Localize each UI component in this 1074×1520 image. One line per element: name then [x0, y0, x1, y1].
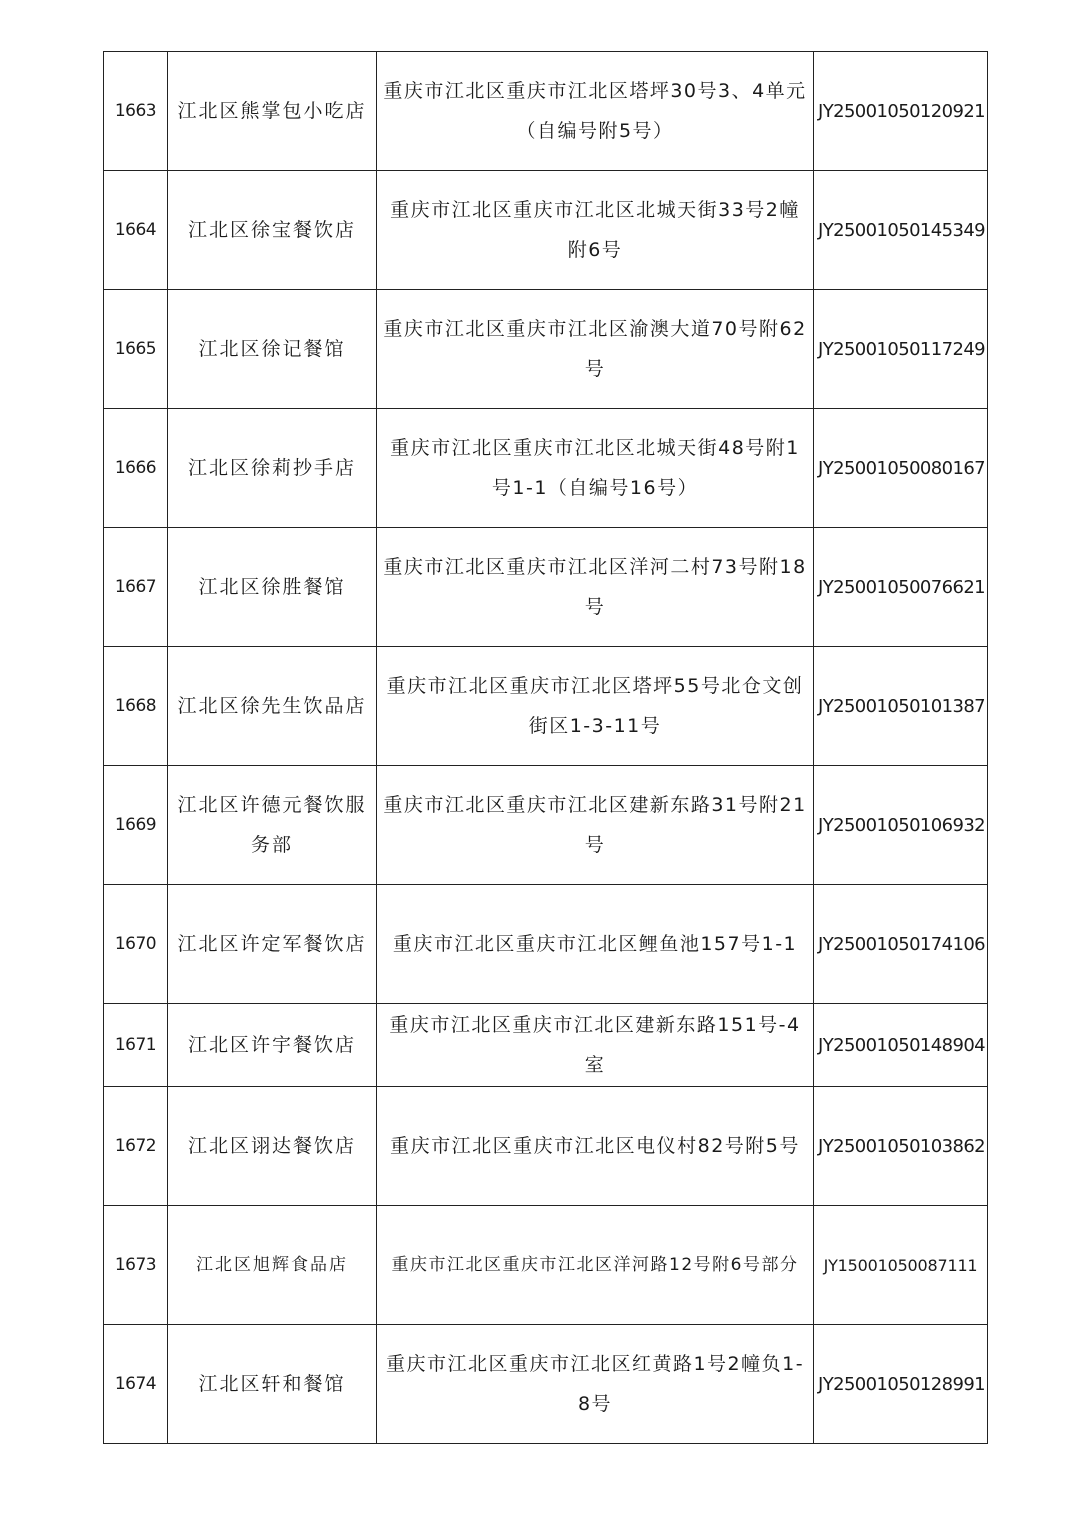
business-address: 重庆市江北区重庆市江北区电仪村82号附5号 [377, 1087, 814, 1206]
business-address: 重庆市江北区重庆市江北区塔坪30号3、4单元（自编号附5号） [377, 52, 814, 171]
row-number: 1669 [104, 766, 168, 885]
license-number: JY15001050087111 [814, 1206, 988, 1325]
business-name: 江北区徐宝餐饮店 [168, 171, 377, 290]
business-address: 重庆市江北区重庆市江北区北城天街48号附1号1-1（自编号16号） [377, 409, 814, 528]
license-number: JY25001050120921 [814, 52, 988, 171]
table-row [104, 1004, 988, 1087]
business-license-table [103, 51, 988, 1444]
row-number: 1666 [104, 409, 168, 528]
license-number: JY25001050128991 [814, 1325, 988, 1444]
license-number: JY25001050174106 [814, 885, 988, 1004]
business-address: 重庆市江北区重庆市江北区渝澳大道70号附62号 [377, 290, 814, 409]
license-number: JY25001050076621 [814, 528, 988, 647]
row-number: 1665 [104, 290, 168, 409]
table-row [104, 1087, 988, 1206]
business-name: 江北区许定军餐饮店 [168, 885, 377, 1004]
license-number: JY25001050148904 [814, 1004, 988, 1087]
table-row [104, 171, 988, 290]
business-address: 重庆市江北区重庆市江北区建新东路31号附21号 [377, 766, 814, 885]
business-name: 江北区徐先生饮品店 [168, 647, 377, 766]
business-address: 重庆市江北区重庆市江北区建新东路151号-4室 [377, 1004, 814, 1087]
row-number: 1674 [104, 1325, 168, 1444]
row-number: 1673 [104, 1206, 168, 1325]
table-row [104, 766, 988, 885]
license-number: JY25001050117249 [814, 290, 988, 409]
business-name: 江北区诩达餐饮店 [168, 1087, 377, 1206]
business-name: 江北区徐莉抄手店 [168, 409, 377, 528]
table-row [104, 1325, 988, 1444]
license-number: JY25001050145349 [814, 171, 988, 290]
table-row [104, 52, 988, 171]
business-name: 江北区旭辉食品店 [168, 1206, 377, 1325]
business-address: 重庆市江北区重庆市江北区塔坪55号北仓文创街区1-3-11号 [377, 647, 814, 766]
business-address: 重庆市江北区重庆市江北区洋河路12号附6号部分 [377, 1206, 814, 1325]
table-row [104, 647, 988, 766]
business-address: 重庆市江北区重庆市江北区红黄路1号2幢负1-8号 [377, 1325, 814, 1444]
table-row [104, 1206, 988, 1325]
table-row [104, 528, 988, 647]
table-row [104, 409, 988, 528]
license-number: JY25001050103862 [814, 1087, 988, 1206]
table-row [104, 885, 988, 1004]
license-number: JY25001050106932 [814, 766, 988, 885]
row-number: 1668 [104, 647, 168, 766]
business-name: 江北区许德元餐饮服务部 [168, 766, 377, 885]
business-address: 重庆市江北区重庆市江北区洋河二村73号附18号 [377, 528, 814, 647]
row-number: 1672 [104, 1087, 168, 1206]
business-name: 江北区熊掌包小吃店 [168, 52, 377, 171]
business-address: 重庆市江北区重庆市江北区北城天街33号2幢附6号 [377, 171, 814, 290]
license-number: JY25001050080167 [814, 409, 988, 528]
row-number: 1671 [104, 1004, 168, 1087]
business-name: 江北区轩和餐馆 [168, 1325, 377, 1444]
business-name: 江北区许宇餐饮店 [168, 1004, 377, 1087]
business-name: 江北区徐记餐馆 [168, 290, 377, 409]
business-address: 重庆市江北区重庆市江北区鲤鱼池157号1-1 [377, 885, 814, 1004]
row-number: 1667 [104, 528, 168, 647]
row-number: 1670 [104, 885, 168, 1004]
business-name: 江北区徐胜餐馆 [168, 528, 377, 647]
license-number: JY25001050101387 [814, 647, 988, 766]
row-number: 1663 [104, 52, 168, 171]
table-row [104, 290, 988, 409]
row-number: 1664 [104, 171, 168, 290]
